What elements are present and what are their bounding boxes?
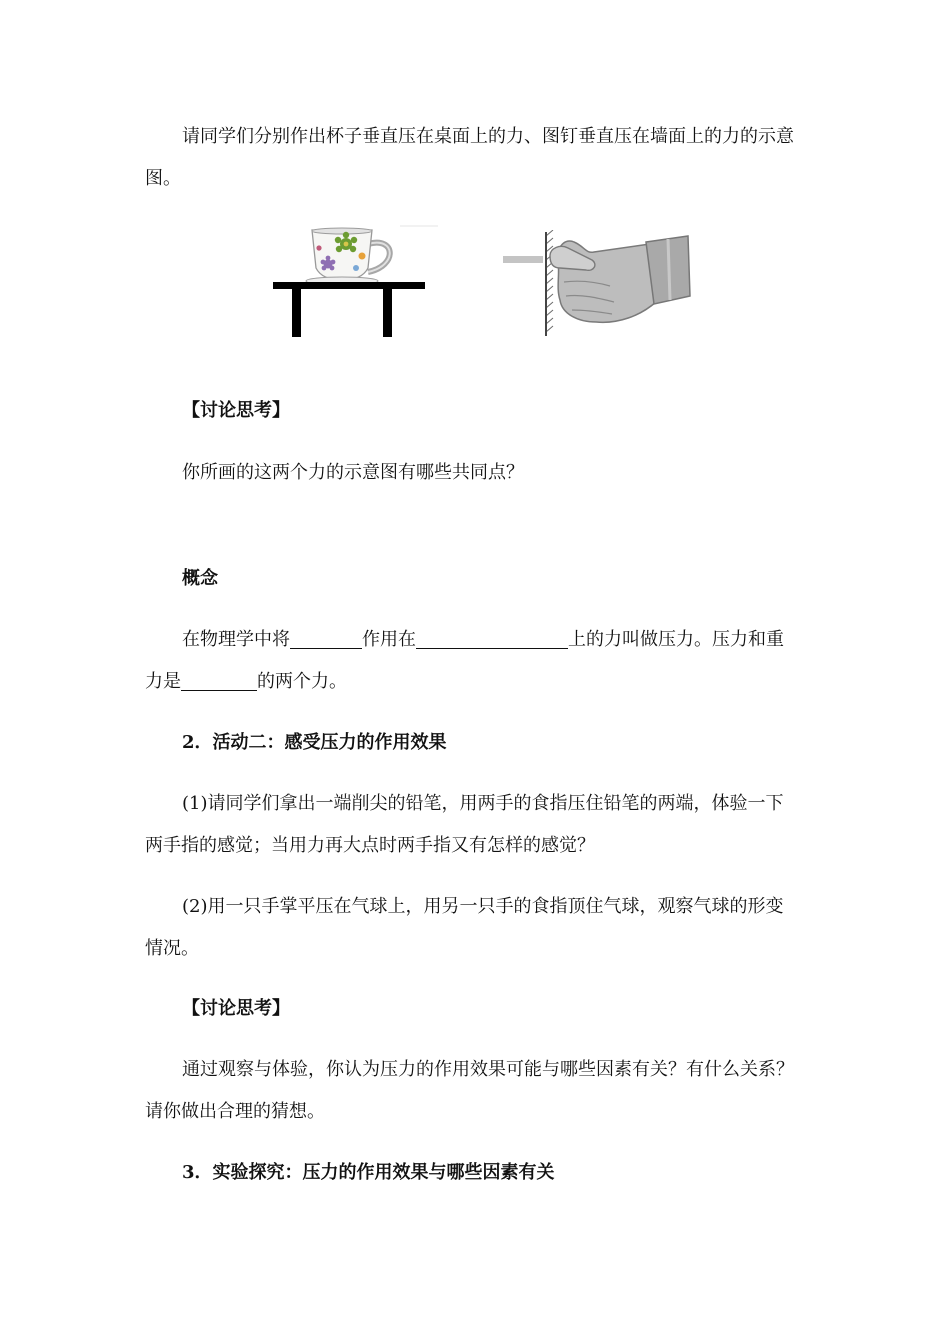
thumb-pin-wall-illustration (500, 230, 692, 338)
activity2-item-2-text: (2)用一只手掌平压在气球上，用另一只手的食指顶住气球，观察气球的形变情况。 (145, 896, 784, 959)
activity2-item-1-text: (1)请同学们拿出一端削尖的铅笔，用两手的食指压住铅笔的两端，体验一下两手指的感觉；当用力再大点时两手指又有怎样的感觉？ (145, 793, 784, 856)
concept-paragraph (145, 619, 800, 703)
intro-paragraph (145, 116, 800, 200)
intro-text: 请同学们分别作出杯子垂直压在桌面上的力、图钉垂直压在墙面上的力的示意图。 (145, 126, 794, 189)
activity2-item-1 (145, 783, 800, 867)
activity2-heading-text: 2．活动二：感受压力的作用效果 (182, 732, 447, 753)
fill-in-blank-2[interactable] (416, 626, 568, 649)
experiment3-heading-text: 3．实验探究：压力的作用效果与哪些因素有关 (182, 1162, 555, 1183)
discussion-question-1-text: 你所画的这两个力的示意图有哪些共同点？ (182, 462, 524, 483)
discussion-question-2-text: 通过观察与体验，你认为压力的作用效果可能与哪些因素有关？有什么关系？请你做出合理的猜想。 (145, 1059, 794, 1122)
concept-text-2: 作用在 (362, 629, 416, 650)
discussion-question-2 (145, 1049, 800, 1133)
concept-heading-text: 概念 (182, 568, 218, 589)
cup-on-table-illustration (270, 222, 440, 340)
fill-in-blank-1[interactable] (290, 626, 362, 649)
activity2-item-2 (145, 886, 800, 970)
discussion-heading-1 (145, 390, 800, 432)
concept-text-1: 在物理学中将 (182, 629, 290, 650)
discussion-heading-2-text: 【讨论思考】 (182, 998, 290, 1019)
activity2-heading (145, 722, 800, 764)
experiment3-heading (145, 1152, 800, 1194)
discussion-heading-2 (145, 988, 800, 1030)
discussion-question-1 (145, 452, 800, 494)
concept-text-4: 的两个力。 (257, 671, 347, 692)
concept-text-3: 上的力叫做压力。压力和重力是 (145, 629, 784, 692)
discussion-heading-1-text: 【讨论思考】 (182, 400, 290, 421)
concept-heading (145, 558, 800, 600)
fill-in-blank-3[interactable] (181, 668, 257, 691)
